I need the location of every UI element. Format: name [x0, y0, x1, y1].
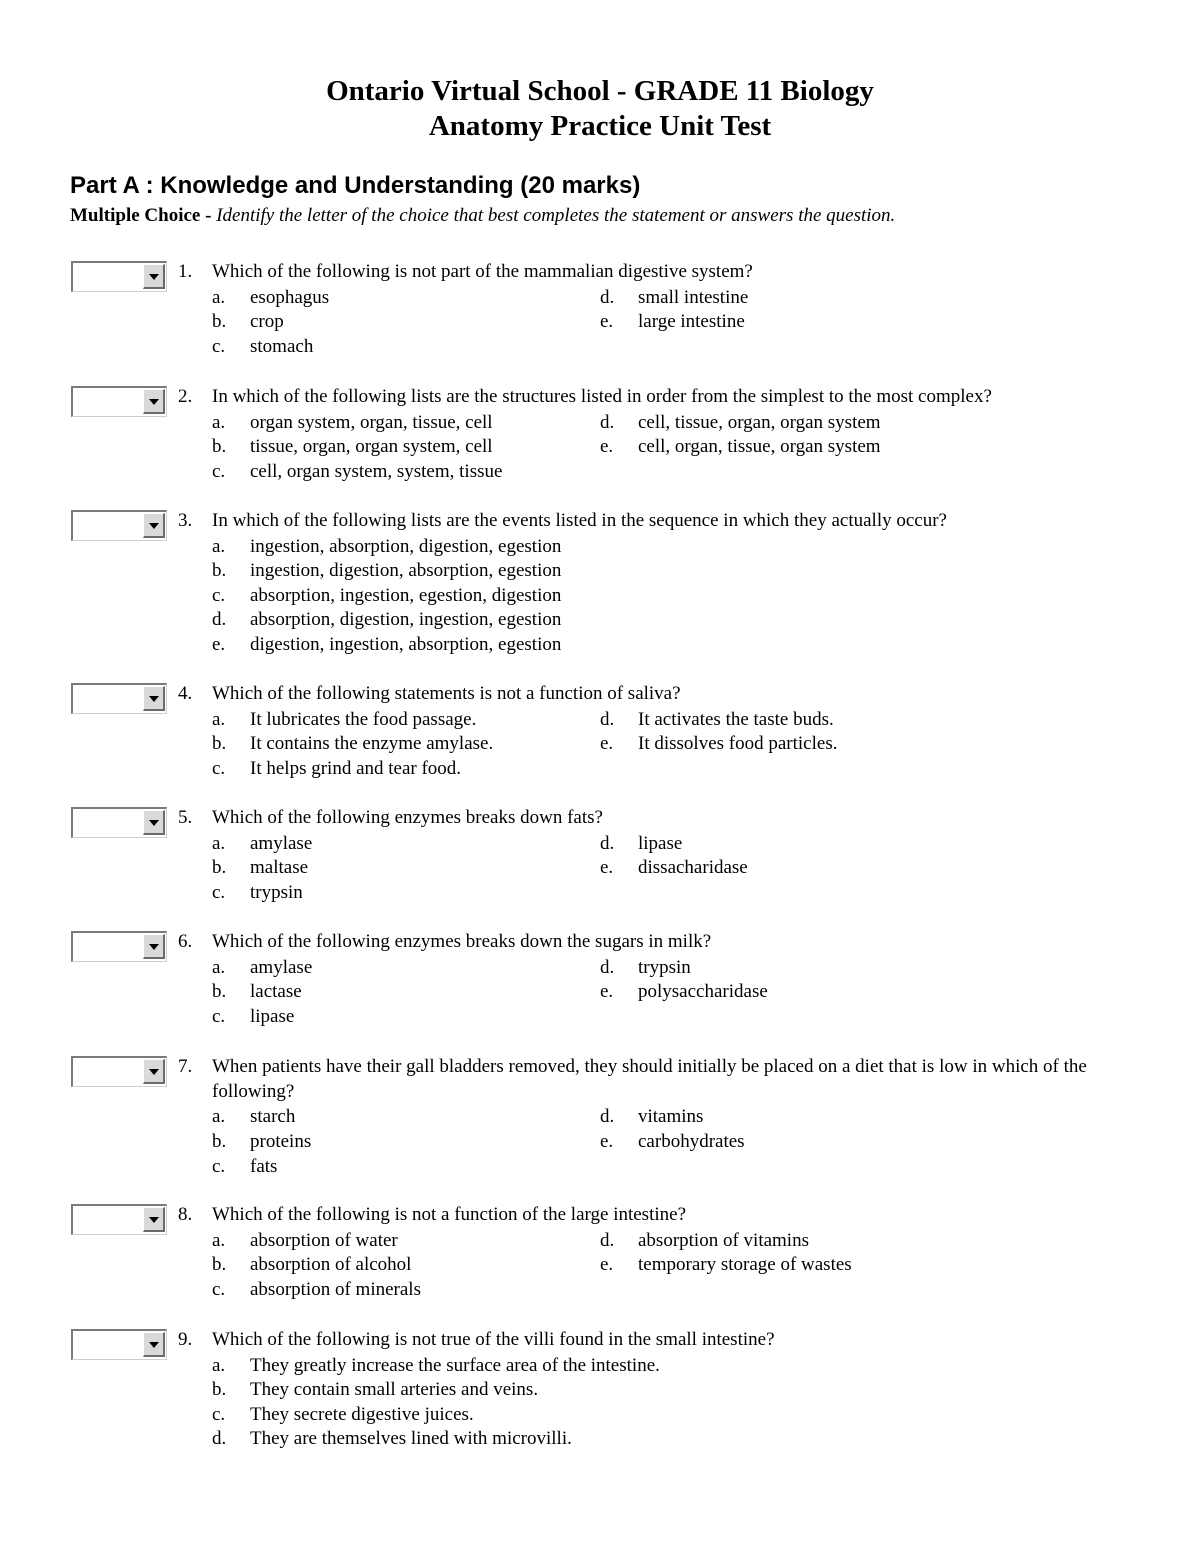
option-text: ingestion, absorption, digestion, egestion: [250, 535, 562, 557]
question-text: Which of the following is not true of the villi found in the small intestine?: [212, 1329, 775, 1350]
option-letter: a.: [212, 535, 226, 557]
option-text: crop: [250, 311, 284, 333]
option-text: dissacharidase: [638, 857, 748, 879]
option-text: stomach: [250, 335, 314, 357]
option-text: organ system, organ, tissue, cell: [250, 411, 493, 433]
option-letter: d.: [600, 956, 615, 978]
option-text: They contain small arteries and veins.: [250, 1379, 539, 1401]
chevron-down-icon: [149, 274, 159, 280]
option-letter: c.: [212, 584, 226, 606]
dropdown-button[interactable]: [143, 810, 165, 835]
option-letter: a.: [212, 1229, 226, 1251]
option-letter: d.: [600, 832, 615, 854]
option-text: absorption of water: [250, 1229, 398, 1251]
option-letter: c.: [212, 1155, 226, 1177]
chevron-down-icon: [149, 1342, 159, 1348]
option-text: tissue, organ, organ system, cell: [250, 436, 493, 458]
option-text: It helps grind and tear food.: [250, 757, 462, 779]
option-text: absorption, ingestion, egestion, digestion: [250, 584, 562, 606]
question-number: 1.: [178, 261, 193, 282]
option-letter: c.: [212, 1403, 226, 1425]
answer-dropdown[interactable]: [71, 261, 167, 292]
option-letter: a.: [212, 832, 226, 854]
option-text: small intestine: [638, 286, 749, 308]
option-letter: a.: [212, 411, 226, 433]
question-text: Which of the following is not a function of the large intestine?: [212, 1204, 686, 1225]
option-text: polysaccharidase: [638, 981, 768, 1003]
option-text: absorption of minerals: [250, 1278, 421, 1300]
dropdown-button[interactable]: [143, 686, 165, 711]
option-letter: c.: [212, 1278, 226, 1300]
option-text: trypsin: [638, 956, 691, 978]
answer-dropdown[interactable]: [71, 510, 167, 541]
section-instructions: [70, 204, 895, 228]
document-subtitle: Anatomy Practice Unit Test: [428, 110, 772, 142]
option-letter: d.: [212, 1428, 227, 1450]
option-letter: a.: [212, 956, 226, 978]
dropdown-button[interactable]: [143, 264, 165, 289]
question-text: When patients have their gall bladders removed, they should initially be placed on a diet that is low in which of the following?: [212, 1056, 1087, 1102]
question-text: In which of the following lists are the structures listed in order from the simplest to the most complex?: [212, 386, 992, 407]
option-text: It dissolves food particles.: [638, 733, 838, 755]
option-letter: c.: [212, 757, 226, 779]
option-letter: e.: [212, 634, 226, 656]
answer-dropdown[interactable]: [71, 386, 167, 417]
option-letter: c.: [212, 881, 226, 903]
question-number: 9.: [178, 1329, 193, 1350]
option-letter: d.: [600, 286, 615, 308]
option-letter: c.: [212, 335, 226, 357]
option-text: amylase: [250, 956, 313, 978]
question-number: 3.: [178, 510, 193, 531]
option-letter: d.: [600, 708, 615, 730]
option-letter: b.: [212, 436, 227, 458]
option-letter: a.: [212, 708, 226, 730]
option-text: absorption, digestion, ingestion, egestion: [250, 609, 562, 631]
option-letter: c.: [212, 460, 226, 482]
option-letter: c.: [212, 1005, 226, 1027]
option-text: lipase: [250, 1005, 295, 1027]
option-text: It lubricates the food passage.: [250, 708, 477, 730]
option-text: trypsin: [250, 881, 303, 903]
option-letter: e.: [600, 1130, 614, 1152]
instructions-text: Identify the letter of the choice that best completes the statement or answers the question.: [216, 205, 896, 226]
option-letter: b.: [212, 1254, 227, 1276]
option-text: lactase: [250, 981, 302, 1003]
option-text: lipase: [638, 832, 683, 854]
dropdown-button[interactable]: [143, 389, 165, 414]
chevron-down-icon: [149, 399, 159, 405]
option-text: ingestion, digestion, absorption, egestion: [250, 560, 562, 582]
option-letter: b.: [212, 733, 227, 755]
option-text: carbohydrates: [638, 1130, 745, 1152]
option-text: It contains the enzyme amylase.: [250, 733, 494, 755]
option-text: fats: [250, 1155, 278, 1177]
option-text: They secrete digestive juices.: [250, 1403, 474, 1425]
option-letter: d.: [600, 1106, 615, 1128]
answer-dropdown[interactable]: [71, 683, 167, 714]
question-text: Which of the following is not part of the mammalian digestive system?: [212, 261, 753, 282]
question-number: 8.: [178, 1204, 193, 1225]
answer-dropdown[interactable]: [71, 931, 167, 962]
option-text: absorption of vitamins: [638, 1229, 809, 1251]
question-text: Which of the following enzymes breaks down fats?: [212, 807, 603, 828]
section-label: Multiple Choice -: [70, 205, 217, 226]
part-a-heading: Part A : Knowledge and Understanding (20 marks): [70, 172, 641, 199]
option-letter: d.: [212, 609, 227, 631]
question-number: 5.: [178, 807, 193, 828]
option-text: starch: [250, 1106, 296, 1128]
dropdown-button[interactable]: [143, 1059, 165, 1084]
option-letter: a.: [212, 1354, 226, 1376]
option-letter: b.: [212, 857, 227, 879]
dropdown-button[interactable]: [143, 934, 165, 959]
document-title: Ontario Virtual School - GRADE 11 Biology: [326, 75, 874, 107]
chevron-down-icon: [149, 820, 159, 826]
option-letter: b.: [212, 560, 227, 582]
question-text: Which of the following statements is not a function of saliva?: [212, 683, 681, 704]
question-number: 7.: [178, 1056, 193, 1077]
option-letter: b.: [212, 1379, 227, 1401]
answer-dropdown[interactable]: [71, 1329, 167, 1360]
option-text: temporary storage of wastes: [638, 1254, 852, 1276]
option-letter: b.: [212, 311, 227, 333]
question-number: 4.: [178, 683, 193, 704]
option-letter: e.: [600, 857, 614, 879]
dropdown-button[interactable]: [143, 1207, 165, 1232]
option-letter: d.: [600, 1229, 615, 1251]
question-text: In which of the following lists are the events listed in the sequence in which they actually occur?: [212, 510, 947, 531]
option-letter: e.: [600, 981, 614, 1003]
option-text: cell, organ system, system, tissue: [250, 460, 503, 482]
option-text: proteins: [250, 1130, 312, 1152]
chevron-down-icon: [149, 944, 159, 950]
option-letter: e.: [600, 733, 614, 755]
dropdown-button[interactable]: [143, 1332, 165, 1357]
option-letter: e.: [600, 436, 614, 458]
option-text: amylase: [250, 832, 313, 854]
option-text: They greatly increase the surface area of the intestine.: [250, 1354, 660, 1376]
option-text: digestion, ingestion, absorption, egestion: [250, 634, 562, 656]
option-text: maltase: [250, 857, 309, 879]
answer-dropdown[interactable]: [71, 1204, 167, 1235]
option-text: They are themselves lined with microvilli.: [250, 1428, 572, 1450]
question-number: 2.: [178, 386, 193, 407]
question-number: 6.: [178, 931, 193, 952]
option-text: It activates the taste buds.: [638, 708, 834, 730]
option-letter: d.: [600, 411, 615, 433]
option-letter: a.: [212, 1106, 226, 1128]
answer-dropdown[interactable]: [71, 1056, 167, 1087]
chevron-down-icon: [149, 1217, 159, 1223]
option-text: vitamins: [638, 1106, 704, 1128]
option-letter: a.: [212, 286, 226, 308]
chevron-down-icon: [149, 696, 159, 702]
option-letter: e.: [600, 311, 614, 333]
option-text: cell, tissue, organ, organ system: [638, 411, 881, 433]
option-letter: b.: [212, 981, 227, 1003]
option-text: large intestine: [638, 311, 745, 333]
dropdown-button[interactable]: [143, 513, 165, 538]
chevron-down-icon: [149, 1069, 159, 1075]
chevron-down-icon: [149, 523, 159, 529]
option-letter: e.: [600, 1254, 614, 1276]
question-text: Which of the following enzymes breaks down the sugars in milk?: [212, 931, 712, 952]
option-text: absorption of alcohol: [250, 1254, 412, 1276]
option-text: cell, organ, tissue, organ system: [638, 436, 881, 458]
option-text: esophagus: [250, 286, 330, 308]
option-letter: b.: [212, 1130, 227, 1152]
answer-dropdown[interactable]: [71, 807, 167, 838]
